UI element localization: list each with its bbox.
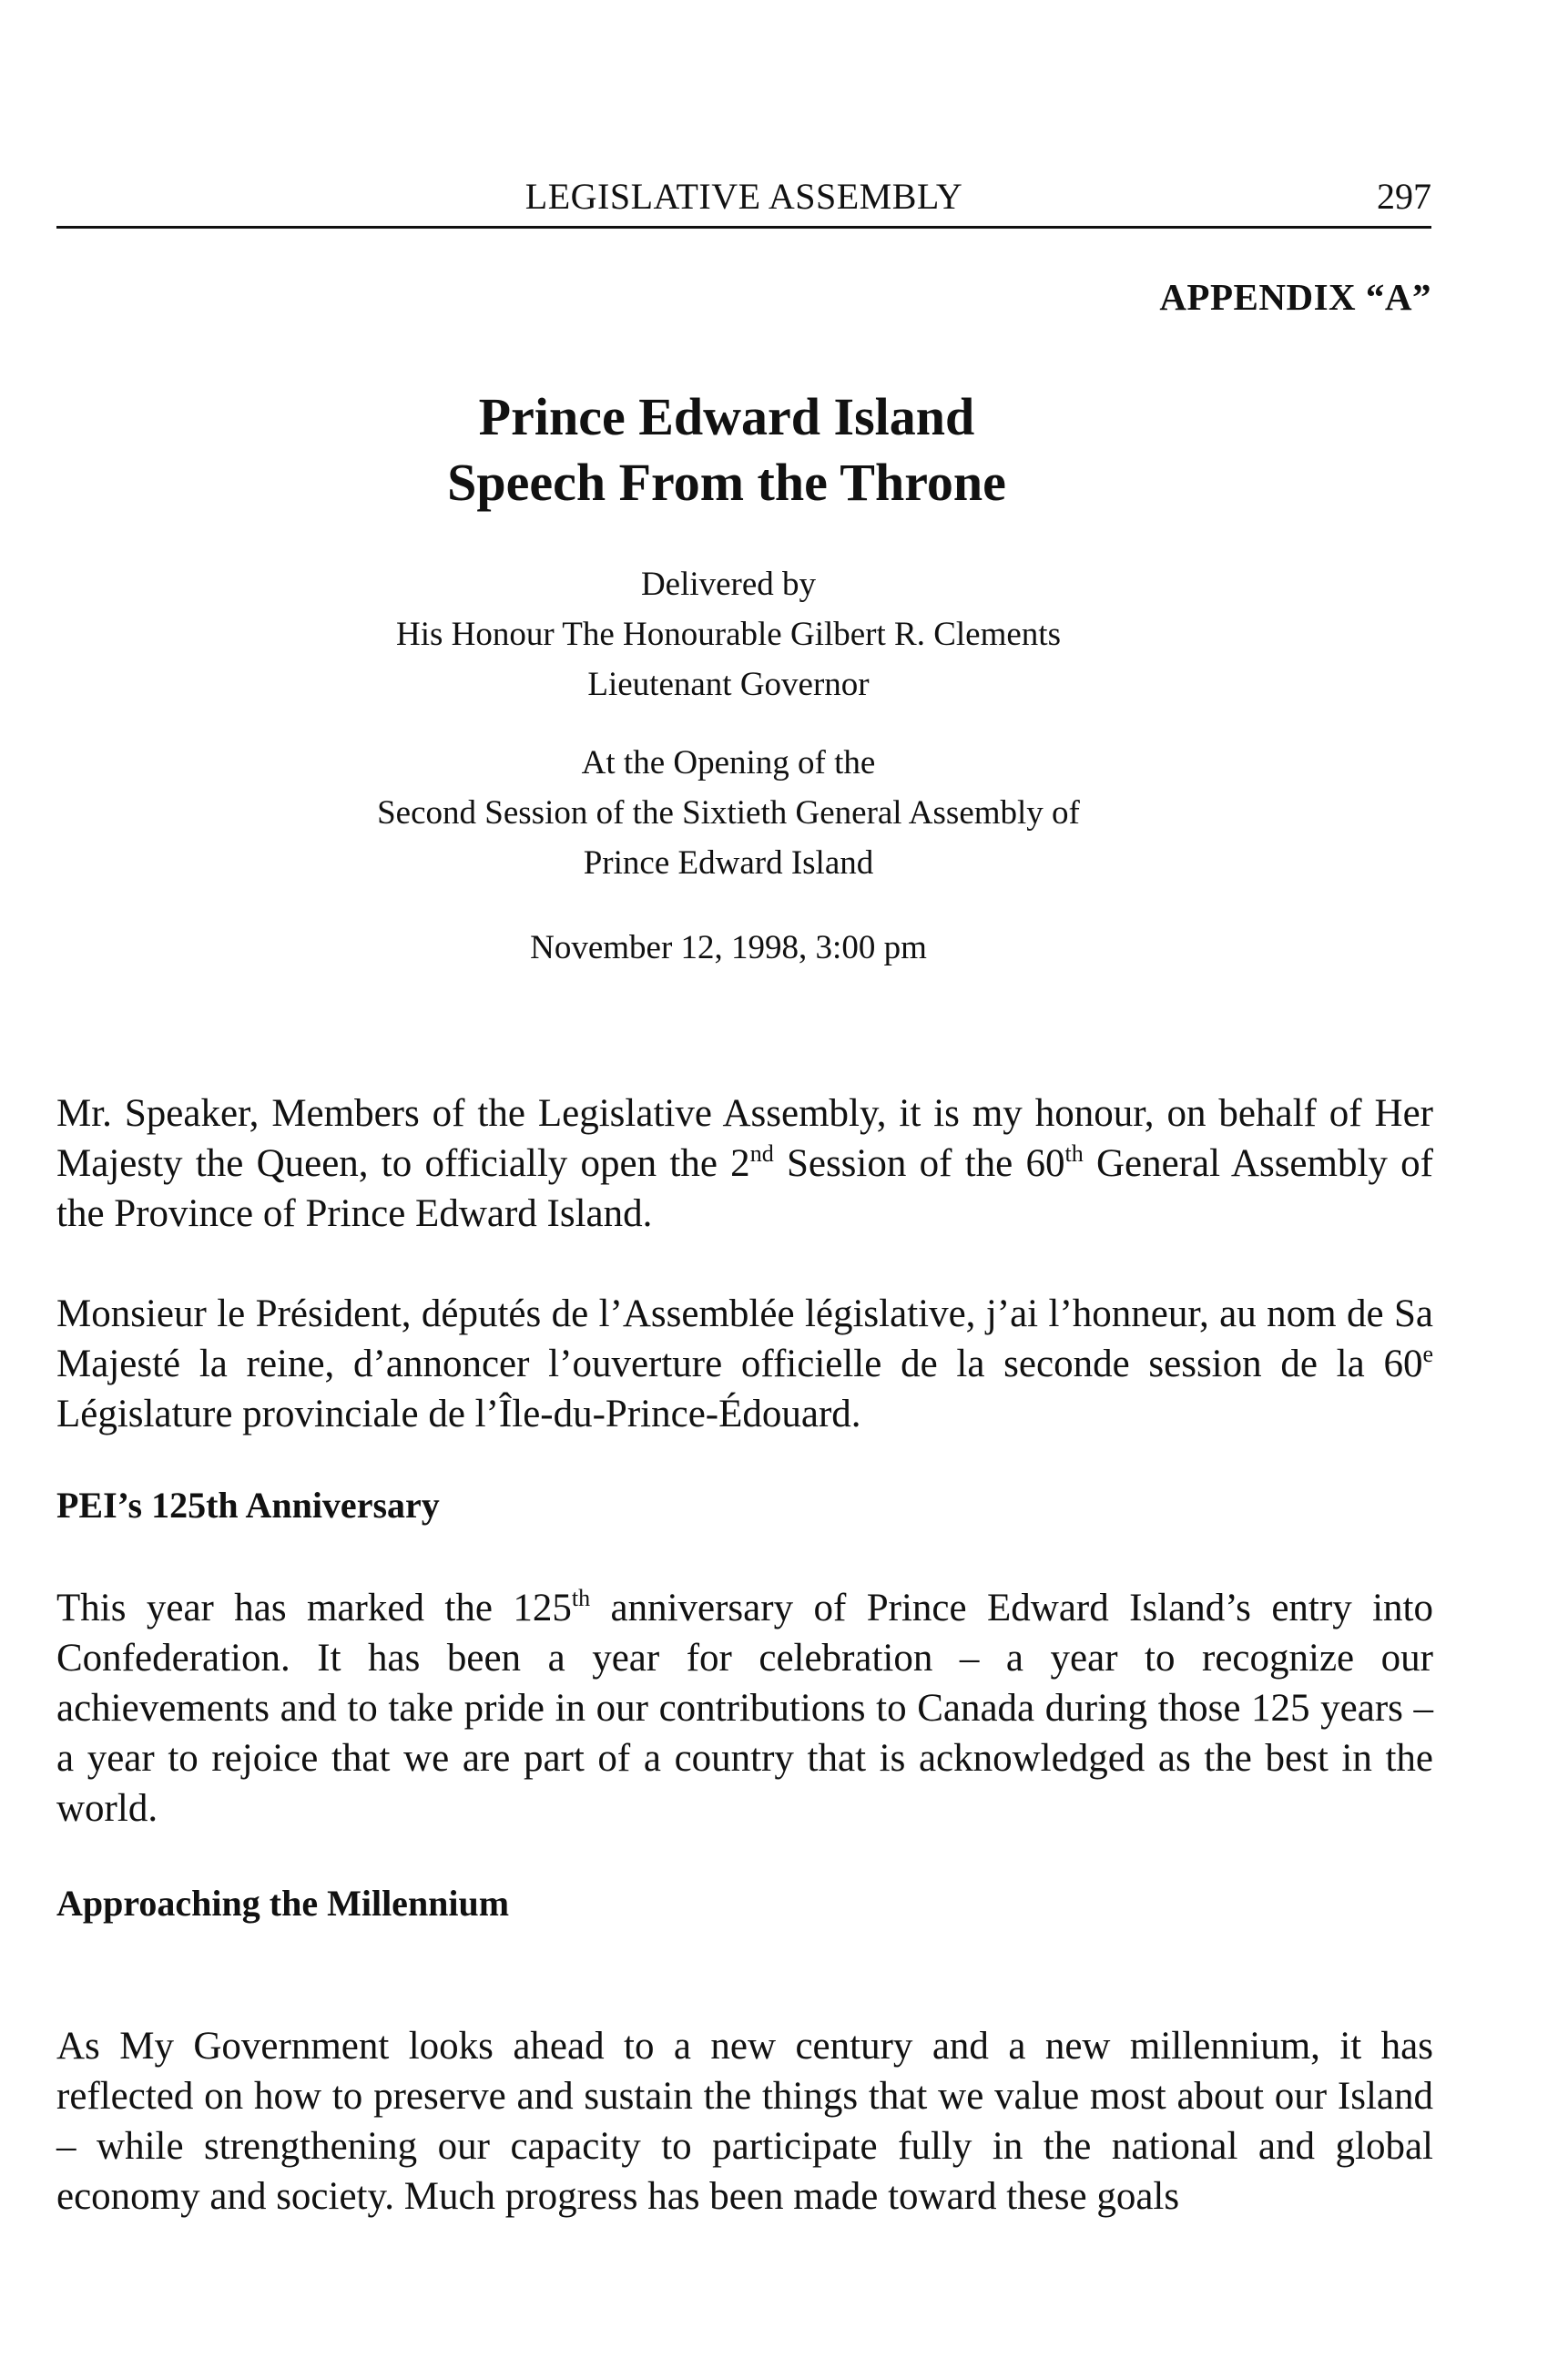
occasion-line-2: Second Session of the Sixtieth General Assembly of: [377, 794, 1080, 832]
page-number: 297: [1377, 176, 1431, 217]
section-heading-anniversary: PEI’s 125th Anniversary: [56, 1485, 440, 1526]
text-span: Monsieur le Président, députés de l’Assemblée législative, j’ai l’honneur, au nom de Sa Majesté la reine, d’annoncer l’ouverture officielle de la seconde session de la 60: [56, 1292, 1433, 1385]
title-line-2: Speech From the Throne: [447, 453, 1006, 512]
running-header-title: LEGISLATIVE ASSEMBLY: [524, 176, 963, 217]
occasion-line-1: At the Opening of the: [581, 744, 876, 781]
delivery-line-3: Lieutenant Governor: [587, 666, 870, 703]
paragraph-anniversary: [56, 1583, 1433, 1834]
delivery-line-1: Delivered by: [640, 566, 817, 603]
superscript: e: [1422, 1341, 1433, 1367]
occasion-line-3: Prince Edward Island: [583, 844, 874, 882]
text-span: This year has marked the 125: [56, 1587, 572, 1629]
appendix-label: APPENDIX “A”: [1159, 276, 1431, 318]
text-span: Mr. Speaker, Members of the Legislative Assembly, it is my honour, on behalf of Her Majesty the Queen, to officially open the 2: [56, 1092, 1433, 1185]
text-span: General Assembly of the Province of Prince Edward Island.: [56, 1142, 1433, 1235]
section-heading-millennium: Approaching the Millennium: [56, 1883, 510, 1924]
paragraph-opening-english: [56, 1088, 1433, 1239]
running-header: [56, 175, 1431, 229]
delivery-line-2: His Honour The Honourable Gilbert R. Clements: [396, 616, 1061, 653]
document-title: [0, 384, 1453, 516]
superscript: th: [1064, 1140, 1084, 1167]
paragraph-opening-french: [56, 1289, 1433, 1439]
delivery-block: [0, 559, 1457, 710]
text-span: anniversary of Prince Edward Island’s entry into Confederation. It has been a year for celebration – a year to recognize our achievements and to take pride in our contributions to Canada during those 125 years – a year to rejoice that we are part of a country that is acknowledged as the best in the world.: [56, 1587, 1434, 1830]
text-span: Législature provinciale de l’Île-du-Prince-Édouard.: [56, 1393, 861, 1435]
occasion-block: [0, 738, 1457, 888]
paragraph-millennium: As My Government looks ahead to a new century and a new millennium, it has reflected on how to preserve and sustain the things that we value most about our Island – while strengthening our capacity to participate fully in the national and global economy and society. Much progress has been made toward these goals: [56, 2025, 1433, 2218]
superscript: th: [571, 1585, 591, 1611]
superscript: nd: [749, 1140, 774, 1167]
text-span: Session of the 60: [773, 1142, 1065, 1185]
date-line: November 12, 1998, 3:00 pm: [530, 929, 927, 966]
title-line-1: Prince Edward Island: [478, 387, 975, 446]
